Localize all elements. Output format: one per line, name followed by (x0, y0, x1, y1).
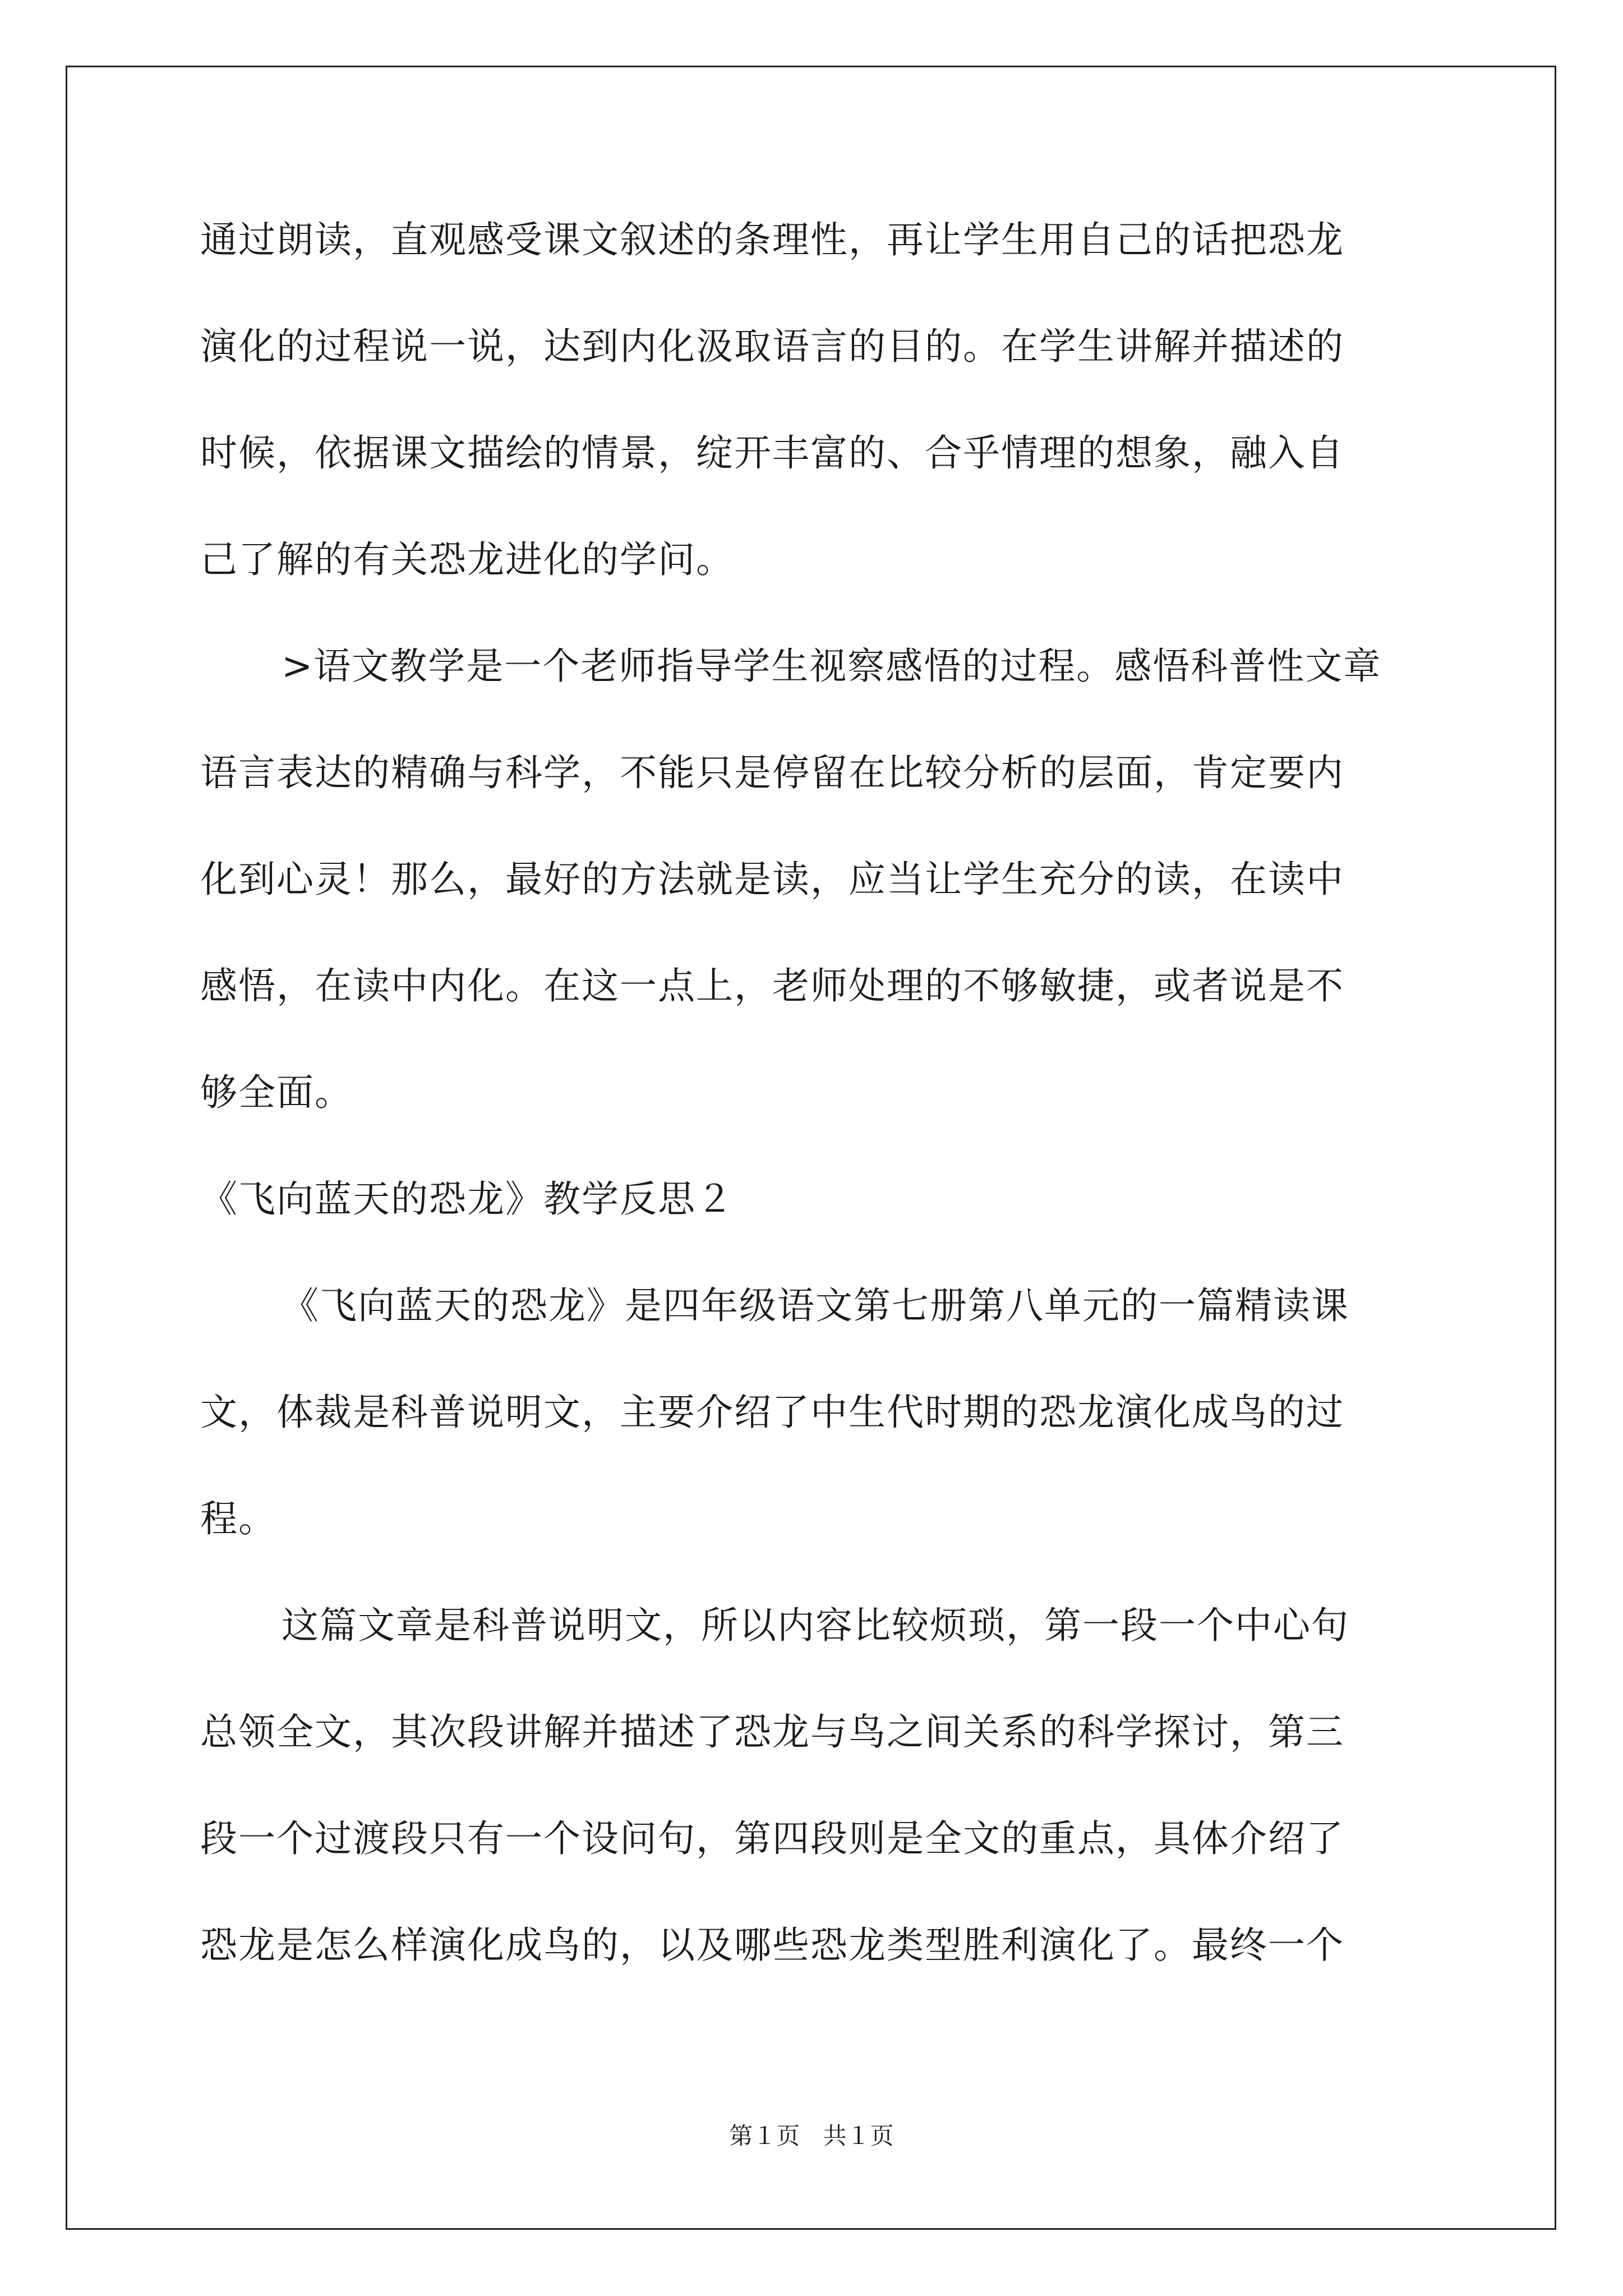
text-line: 程。 (200, 1497, 276, 1540)
text-line: 总领全文，其次段讲解并描述了恐龙与鸟之间关系的科学探讨，第三 (200, 1710, 1344, 1754)
text-line: 通过朗读，直观感受课文叙述的条理性，再让学生用自己的话把恐龙 (200, 218, 1344, 261)
section-heading: 《飞向蓝天的恐龙》教学反思２ (200, 1177, 734, 1221)
text-line: 恐龙是怎么样演化成鸟的，以及哪些恐龙类型胜利演化了。最终一个 (200, 1924, 1344, 1967)
text-line: 这篇文章是科普说明文，所以内容比较烦琐，第一段一个中心句 (282, 1604, 1349, 1647)
page-number: 第１页 (729, 2122, 800, 2150)
text-line: 够全面。 (200, 1071, 353, 1114)
text-line: 段一个过渡段只有一个设问句，第四段则是全文的重点，具体介绍了 (200, 1817, 1344, 1860)
page-total: 共１页 (823, 2122, 894, 2150)
text-line: 化到心灵！那么，最好的方法就是读，应当让学生充分的读，在读中 (200, 858, 1344, 901)
page-footer (0, 2119, 1623, 2153)
text-line: 语言表达的精确与科学，不能只是停留在比较分析的层面，肯定要内 (200, 751, 1344, 794)
text-line: 感悟，在读中内化。在这一点上，老师处理的不够敏捷，或者说是不 (200, 964, 1344, 1007)
text-line: 文，体裁是科普说明文，主要介绍了中生代时期的恐龙演化成鸟的过 (200, 1391, 1344, 1434)
text-line: 《飞向蓝天的恐龙》是四年级语文第七册第八单元的一篇精读课 (282, 1284, 1349, 1327)
text-line: 时候，依据课文描绘的情景，绽开丰富的、合乎情理的想象，融入自 (200, 431, 1344, 475)
document-body (200, 206, 1423, 2018)
text-line: >语文教学是一个老师指导学生视察感悟的过程。感悟科普性文章 (282, 645, 1382, 688)
text-line: 己了解的有关恐龙进化的学问。 (200, 538, 734, 581)
text-line: 演化的过程说一说，达到内化汲取语言的目的。在学生讲解并描述的 (200, 325, 1344, 368)
